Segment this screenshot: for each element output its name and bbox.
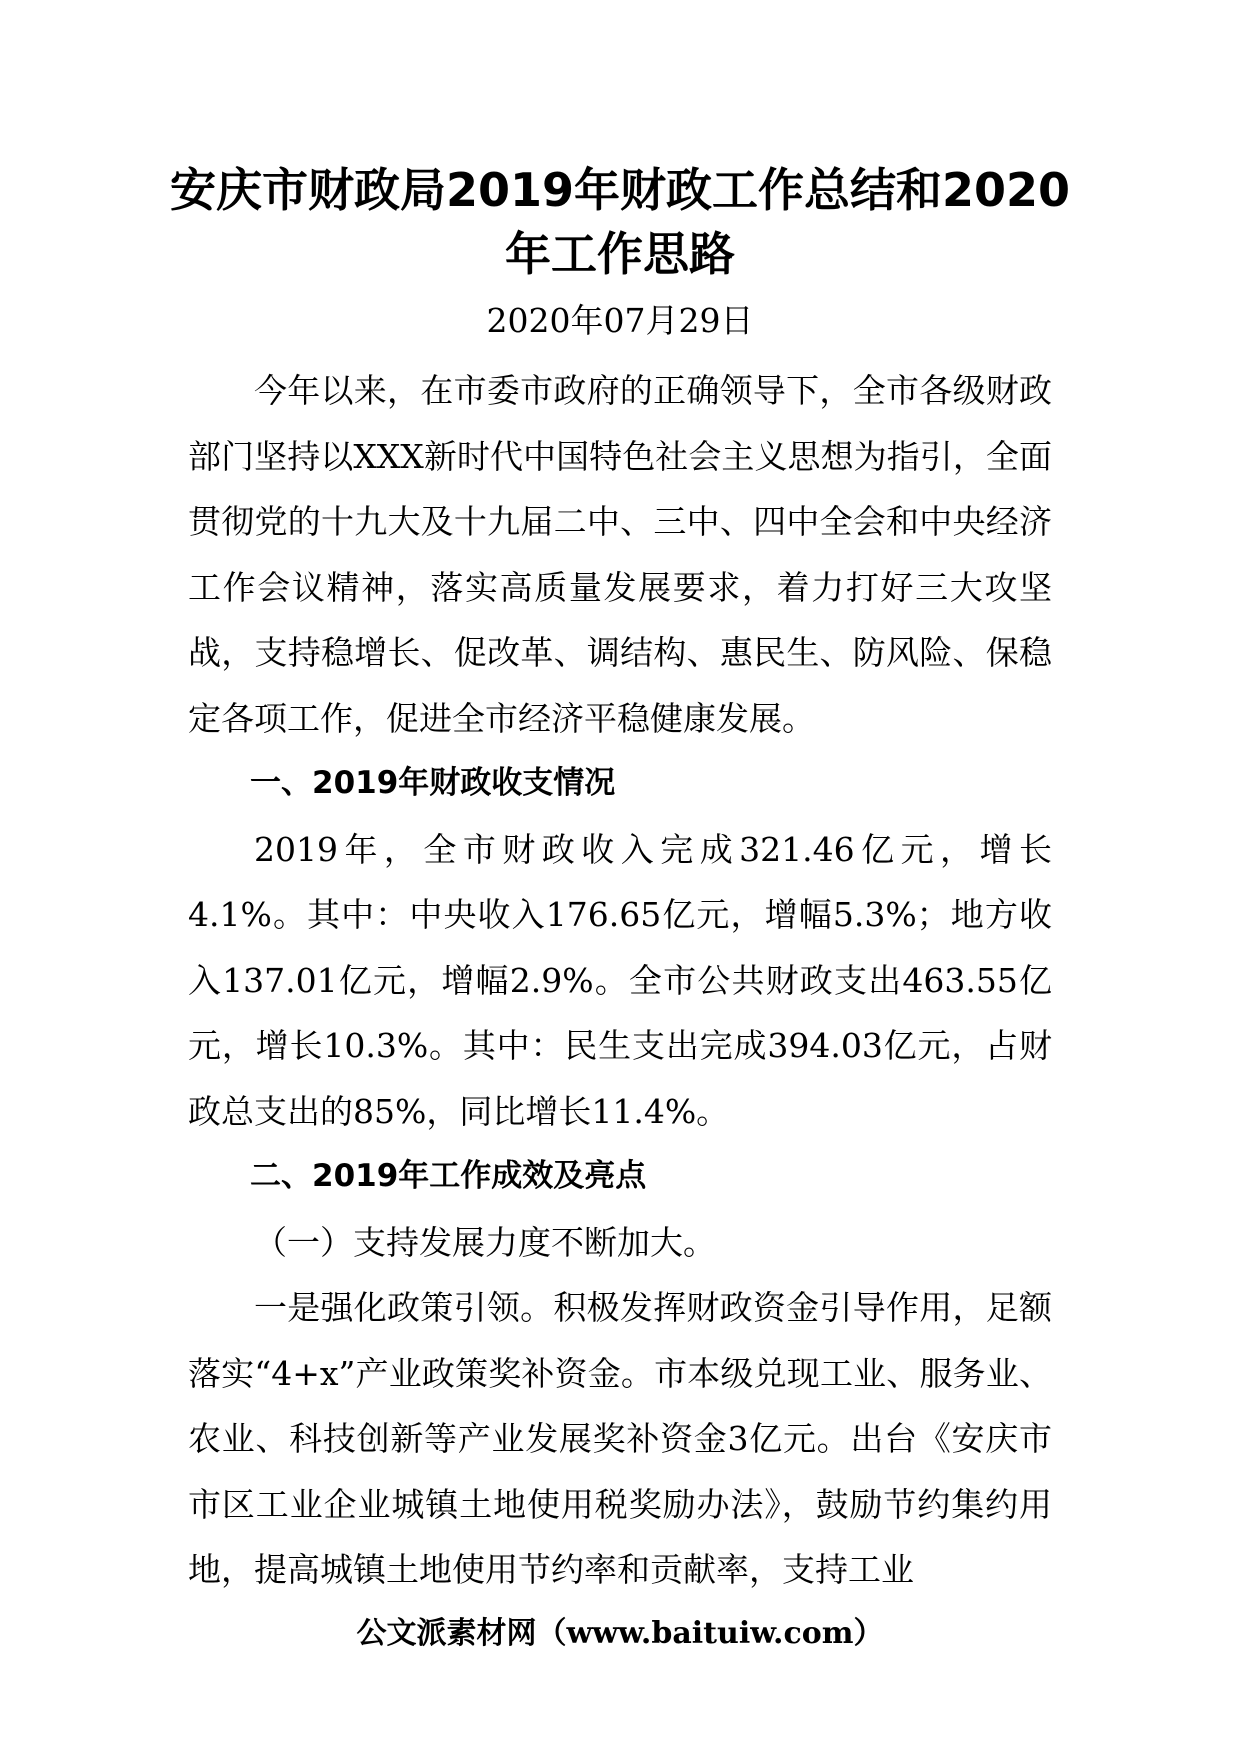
document-title: 安庆市财政局2019年财政工作总结和2020年工作思路 (169, 163, 1071, 281)
policy-paragraph: 一是强化政策引领。积极发挥财政资金引导作用，足额落实“4+x”产业政策奖补资金。市本级兑现工业、服务业、农业、科技创新等产业发展奖补资金3亿元。出台《安庆市市区工业企业城镇土地使用税奖励办法》，鼓励节约集约用地，提高城镇土地使用节约率和贡献率，支持工业 (188, 1288, 1052, 1589)
document-body (188, 358, 1052, 1603)
subsection-heading-1: （一）支持发展力度不断加大。 (254, 1222, 716, 1262)
section-heading-2: 二、2019年工作成效及亮点 (250, 1158, 647, 1194)
intro-paragraph: 今年以来，在市委市政府的正确领导下，全市各级财政部门坚持以XXX新时代中国特色社会主义思想为指引，全面贯彻党的十九大及十九届二中、三中、四中全会和中央经济工作会议精神，落实高质量发展要求，着力打好三大攻坚战，支持稳增长、促改革、调结构、惠民生、防风险、保稳定各项工作，促进全市经济平稳健康发展。 (188, 371, 1052, 738)
footer-watermark: 公文派素材网（www.baituiw.com） (356, 1616, 884, 1651)
revenue-paragraph: 2019年，全市财政收入完成321.46亿元，增长4.1%。其中：中央收入176.65亿元，增幅5.3%；地方收入137.01亿元，增幅2.9%。全市公共财政支出463.55亿元，增长10.3%。其中：民生支出完成394.03亿元，占财政总支出的85%，同比增长11.4%。 (188, 829, 1052, 1131)
document-date: 2020年07月29日 (486, 301, 754, 340)
section-heading-1: 一、2019年财政收支情况 (250, 765, 616, 801)
